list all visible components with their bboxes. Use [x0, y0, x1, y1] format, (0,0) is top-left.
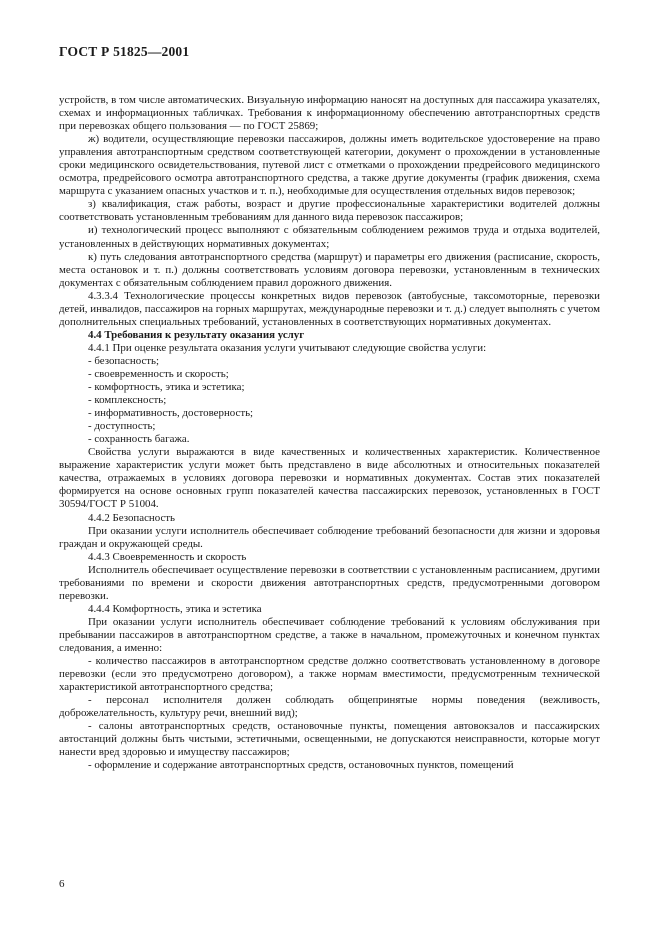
list-item-z: з) квалификация, стаж работы, возраст и другие профессиональные характеристики водителей должны соответствовать установленным требованиям для данного вида перевозок пассажиров; [59, 198, 600, 224]
property-list-item: - комфортность, этика и эстетика; [88, 381, 245, 394]
paragraph: Свойства услуги выражаются в виде качественных и количественных характеристик. Количественное выражение характеристик услуги может быть представлено в виде абсолютных и относительных показателей качества, отражаемых в условиях договора перевозки и нормативных документах. Состав этих показателей формируется на основе основных групп показателей качества пассажирских перевозок, установленных в ГОСТ 30594/ГОСТ Р 51004. [59, 446, 600, 511]
clause-4-3-3-4: 4.3.3.4 Технологические процессы конкретных видов перевозок (автобусные, таксомоторные, перевозки детей, инвалидов, пассажиров на горных маршрутах, международные перевозки и т. д.) следует выполнять с учетом дополнительных специальных требований, установленных в соответствующих нормативных документах. [59, 289, 600, 328]
paragraph: При оказании услуги исполнитель обеспечивает соблюдение требований безопасности для жизни и здоровья граждан и окружающей среды. [59, 524, 600, 550]
subsection-heading-4-4-4: 4.4.4 Комфортность, этика и эстетика [88, 602, 262, 615]
property-list-item: - безопасность; [88, 354, 160, 367]
subsection-heading-4-4-2: 4.4.2 Безопасность [88, 511, 176, 524]
page-number: 6 [59, 878, 65, 890]
document-standard-header: ГОСТ Р 51825—2001 [59, 44, 190, 59]
property-list-item: - своевременность и скорость; [88, 367, 229, 380]
list-item-k: к) путь следования автотранспортного средства (маршрут) и параметры его движения (расписание, скорость, места остановок и т. п.) должны соответствовать условиям договора перевозки, установленным в технических документах с обязательным соблюдением правил дорожного движения. [59, 250, 600, 289]
subsection-heading-4-4-3: 4.4.3 Своевременность и скорость [88, 550, 247, 563]
requirement-list-item: - салоны автотранспортных средств, остановочные пункты, помещения автовокзалов и пассажирских автостанций должны быть чистыми, эстетичными, освещенными, не допускаются неисправности, которые могут нанести вред здоровью и имуществу пассажиров; [59, 720, 600, 759]
property-list-item: - информативность, достоверность; [88, 407, 254, 420]
property-list-item: - комплексность; [88, 394, 167, 407]
list-item-zh: ж) водители, осуществляющие перевозки пассажиров, должны иметь водительское удостоверение на право управления автотранспортным средством соответствующей категории, документ о прохождении в установленные сроки медицинского освидетельствования, путевой лист с отметками о прохождении предрейсового медицинского осмотра, предрейсового осмотра автотранспортного средства, а также другие документы (график движения, схема маршрута с указанием опасных участков и т. п.), необходимые для осуществления отдельных видов перевозок; [59, 133, 600, 198]
requirement-list-item: - персонал исполнителя должен соблюдать общепринятые нормы поведения (вежливость, доброжелательность, культуру речи, внешний вид); [59, 694, 600, 720]
paragraph: При оказании услуги исполнитель обеспечивает соблюдение требований к условиям обслуживания при пребывании пассажиров в автотранспортном средстве, а также в начальном, промежуточных и конечном пунктах следования, а именно: [59, 615, 600, 654]
paragraph: устройств, в том числе автоматических. Визуальную информацию наносят на доступных для пассажира указателях, схемах и информационных табличках. Требования к информационному обеспечению автотранспортных средств при перевозках общего пользования — по ГОСТ 25869; [59, 94, 600, 133]
property-list-item: - доступность; [88, 420, 156, 433]
property-list-item: - сохранность багажа. [88, 433, 190, 446]
requirement-list-item: - оформление и содержание автотранспортных средств, остановочных пунктов, помещений [88, 759, 514, 772]
requirement-list-item: - количество пассажиров в автотранспортном средстве должно соответствовать установленному в договоре перевозки (если это предусмотрено договором), а также нормам вместимости, предусмотренным технической характеристикой автотранспортного средства; [59, 655, 600, 694]
clause-4-4-1: 4.4.1 При оценке результата оказания услуги учитывают следующие свойства услуги: [88, 341, 487, 354]
section-heading-4-4: 4.4 Требования к результату оказания услуг [88, 328, 305, 341]
paragraph: Исполнитель обеспечивает осуществление перевозки в соответствии с установленным расписанием, другими требованиями по времени и скорости движения автотранспортных средств, предусмотренными договором перевозки. [59, 563, 600, 602]
list-item-i: и) технологический процесс выполняют с обязательным соблюдением режимов труда и отдыха водителей, установленных в действующих нормативных документах; [59, 224, 600, 250]
document-body [59, 94, 600, 772]
